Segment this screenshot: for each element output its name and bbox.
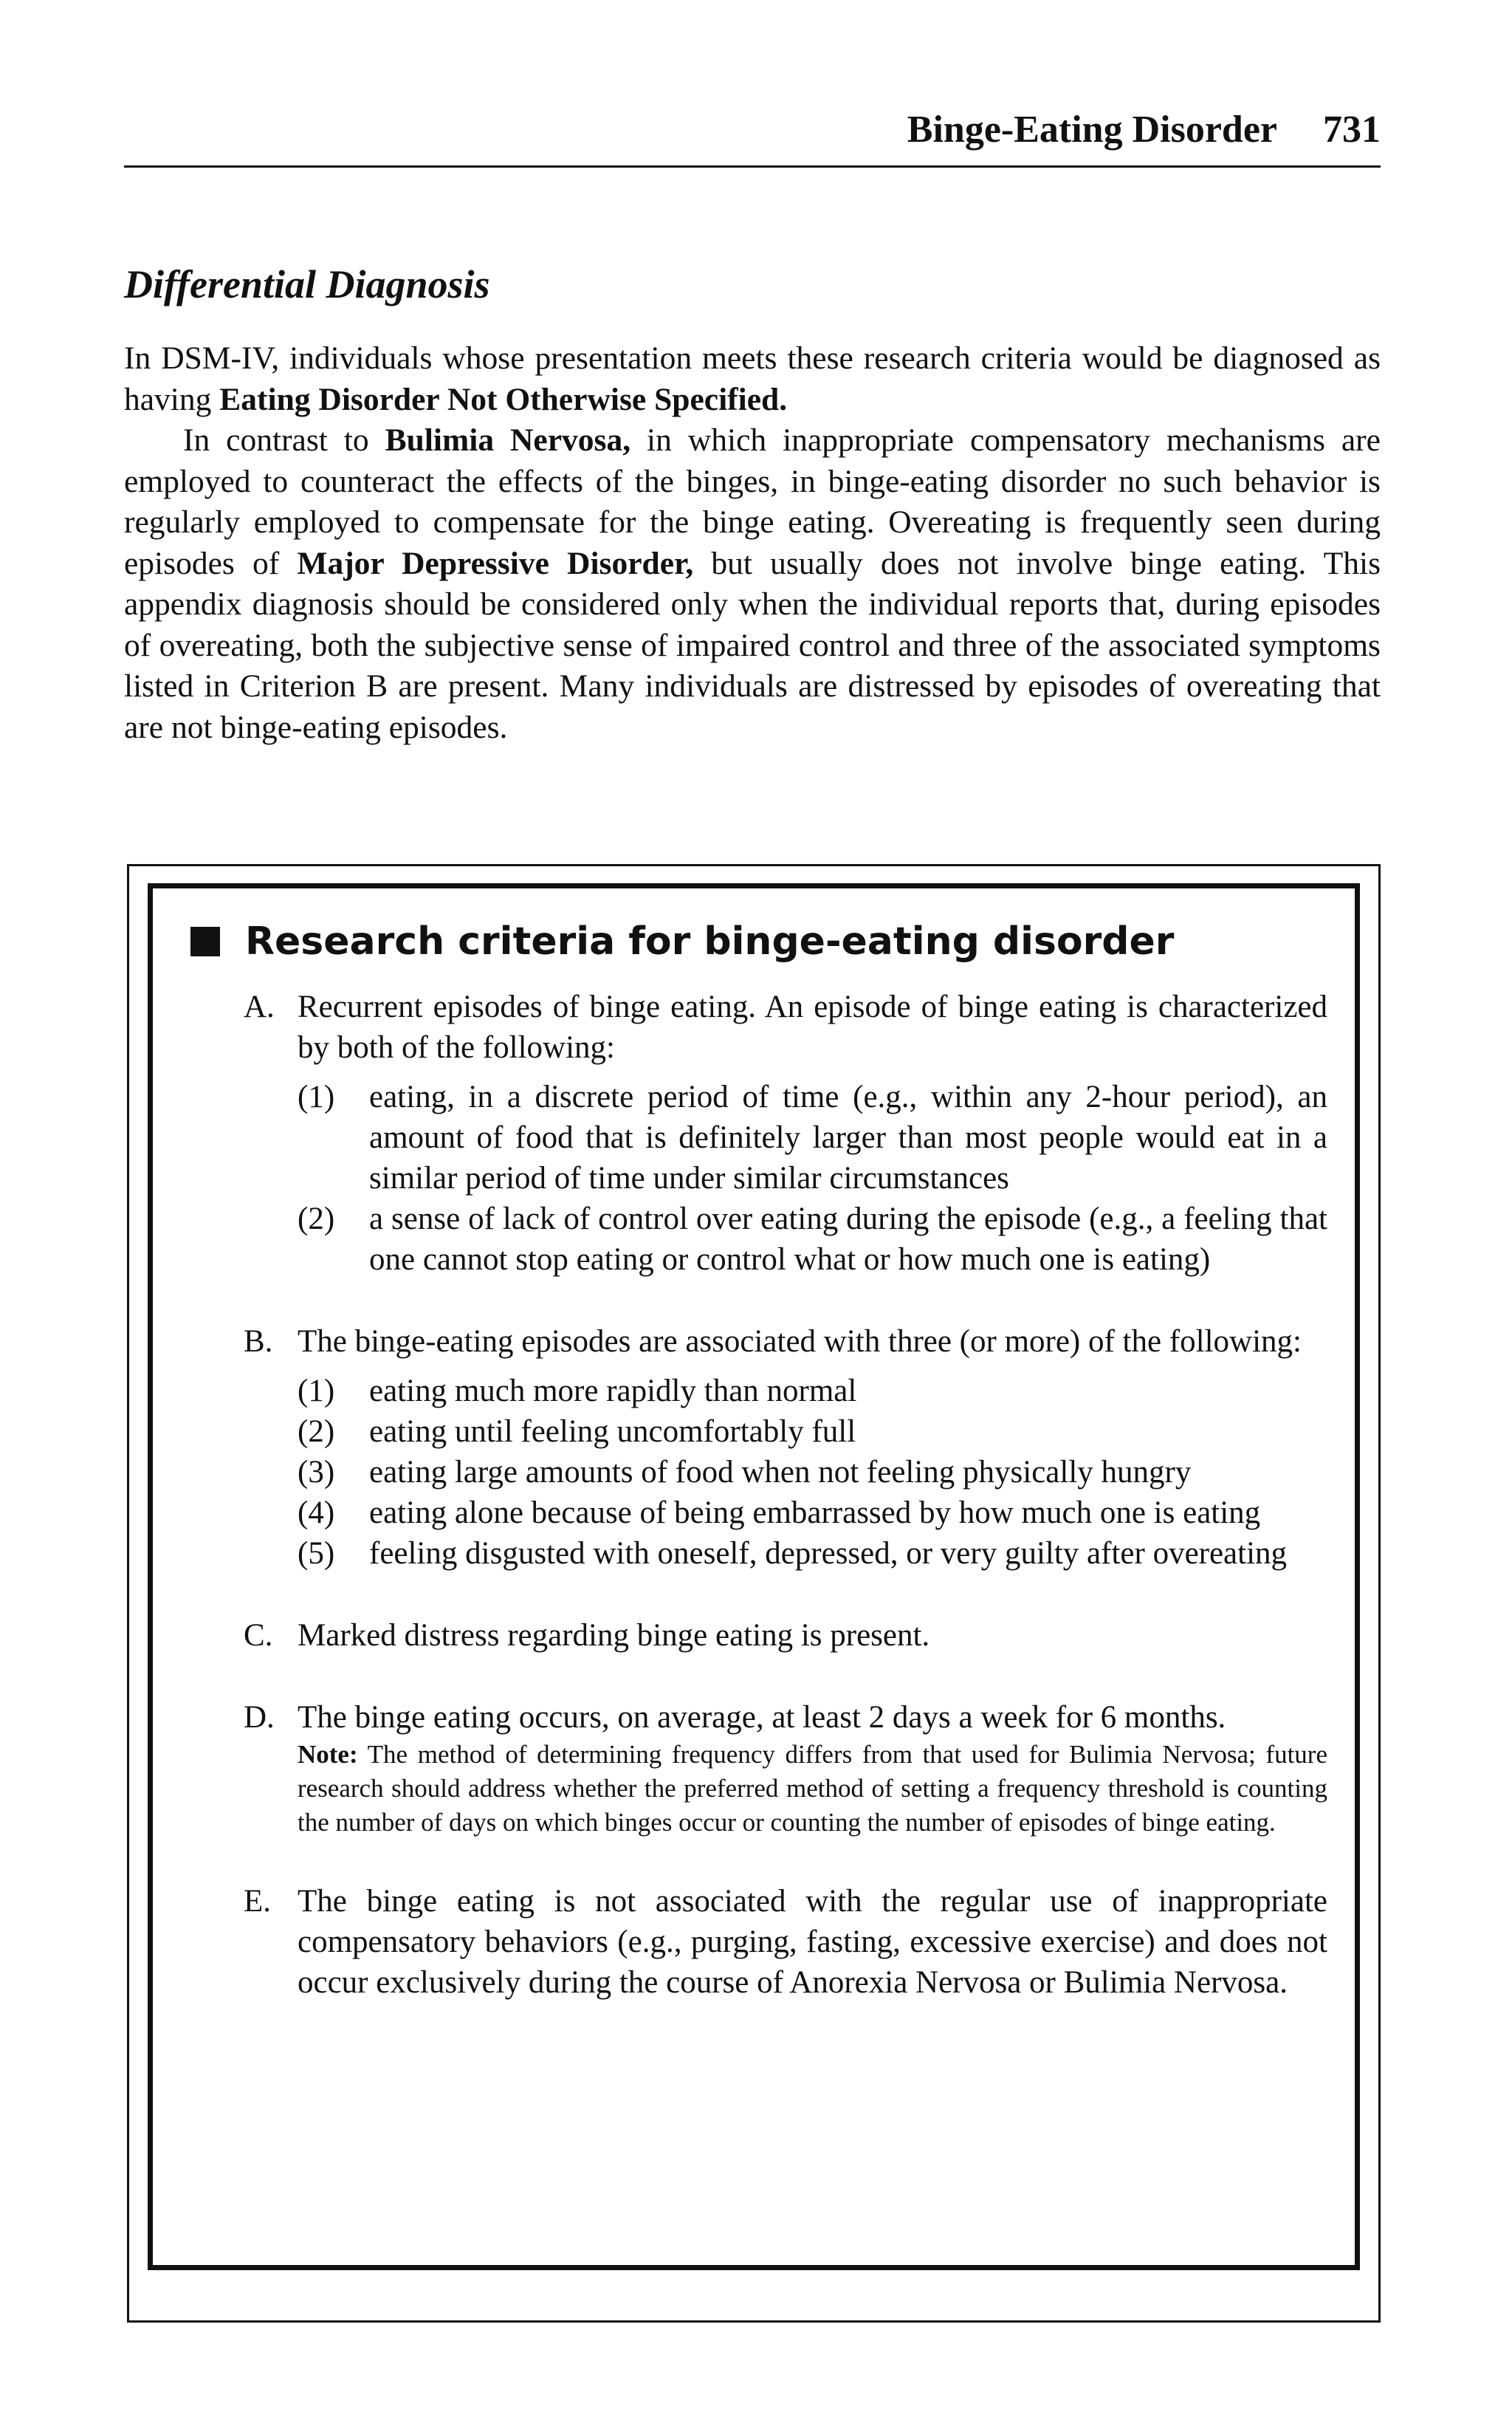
mdd-term: Major Depressive Disorder, xyxy=(297,545,694,581)
page-number: 731 xyxy=(1323,109,1381,151)
square-bullet-icon xyxy=(190,927,220,956)
item-number: (2) xyxy=(298,1202,335,1236)
item-number: (2) xyxy=(298,1414,335,1449)
item-number: (1) xyxy=(298,1080,335,1114)
criterion-letter: E. xyxy=(244,1884,272,1919)
running-header xyxy=(124,111,1381,149)
item-number: (5) xyxy=(298,1536,335,1571)
criterion-letter: C. xyxy=(244,1618,273,1653)
paragraph-1-bold: Eating Disorder Not Otherwise Specified. xyxy=(219,381,788,417)
criterion-letter: B. xyxy=(244,1324,273,1359)
bulimia-term: Bulimia Nervosa, xyxy=(385,422,631,458)
criterion-letter: D. xyxy=(244,1700,275,1735)
item-number: (1) xyxy=(298,1374,335,1408)
paragraph-2 xyxy=(124,420,1381,748)
criterion-c xyxy=(244,1615,1327,1656)
criteria-list xyxy=(244,987,1327,2003)
criterion-letter: A. xyxy=(244,990,275,1024)
item-text: feeling disgusted with oneself, depressed, or very guilty after overeating xyxy=(369,1536,1288,1571)
criterion-text: The binge eating occurs, on average, at least 2 days a week for 6 months. xyxy=(298,1700,1226,1735)
item-text: a sense of lack of control over eating during the episode (e.g., a feeling that one cannot stop eating or control what or how much one is eating) xyxy=(369,1202,1327,1277)
criterion-text: Marked distress regarding binge eating is present. xyxy=(298,1618,930,1653)
item-text: eating until feeling uncomfortably full xyxy=(369,1414,856,1449)
note-label: Note: xyxy=(298,1740,358,1769)
criterion-text: Recurrent episodes of binge eating. An episode of binge eating is characterized by both of the following: xyxy=(298,990,1327,1065)
list-item xyxy=(298,1493,1327,1533)
section-heading: Differential Diagnosis xyxy=(124,262,490,306)
paragraph-1-text: In DSM-IV, individuals whose presentation meets these research criteria would be diagnosed as having xyxy=(124,340,1381,417)
list-item xyxy=(298,1199,1327,1280)
criteria-box-title xyxy=(190,912,1174,971)
paragraph-2-text-1: In contrast to xyxy=(183,422,385,458)
criterion-note xyxy=(298,1738,1327,1840)
item-text: eating large amounts of food when not feeling physically hungry xyxy=(369,1455,1192,1490)
list-item xyxy=(298,1452,1327,1493)
header-rule xyxy=(124,165,1381,168)
criterion-text: The binge eating is not associated with the regular use of inappropriate compensatory behaviors (e.g., purging, fasting, excessive exercise) and does not occur exclusively during the course of Anorexia Nervosa or Bulimia Nervosa. xyxy=(298,1884,1327,2000)
list-item xyxy=(298,1371,1327,1411)
paragraph-1 xyxy=(124,338,1381,420)
item-number: (4) xyxy=(298,1495,335,1530)
note-text: The method of determining frequency differs from that used for Bulimia Nervosa; future research should address whether the preferred method of setting a frequency threshold is counting the number of days on which binges occur or counting the number of episodes of binge eating. xyxy=(298,1740,1327,1837)
list-item xyxy=(298,1533,1327,1574)
criterion-e xyxy=(244,1881,1327,2003)
running-title: Binge-Eating Disorder xyxy=(907,109,1277,151)
item-text: eating much more rapidly than normal xyxy=(369,1374,857,1408)
paragraph-2-text-2: in which inappropriate compensatory mechanisms are employed to counteract the effects of the binges, in binge-eating disorder no such behavior is regularly employed to compensate for the binge eating. Overeating is frequently seen during episodes of xyxy=(124,422,1381,581)
item-number: (3) xyxy=(298,1455,335,1490)
paragraph-2-text-3: but usually does not involve binge eating. This appendix diagnosis should be considered only when the individual reports that, during episodes of overeating, both the subjective sense of impaired control and three of the associated symptoms listed in Criterion B are present. Many individuals are distressed by episodes of overeating that are not binge-eating episodes. xyxy=(124,545,1381,745)
criterion-b xyxy=(244,1321,1327,1574)
body-text xyxy=(124,338,1381,748)
criterion-a xyxy=(244,987,1327,1280)
item-text: eating, in a discrete period of time (e.g., within any 2-hour period), an amount of food that is definitely larger than most people would eat in a similar period of time under similar circumstances xyxy=(369,1080,1327,1196)
list-item xyxy=(298,1077,1327,1199)
criterion-d xyxy=(244,1697,1327,1840)
list-item xyxy=(298,1411,1327,1452)
criterion-text: The binge-eating episodes are associated with three (or more) of the following: xyxy=(298,1324,1302,1359)
criteria-title-text: Research criteria for binge-eating disorder xyxy=(245,919,1175,964)
item-text: eating alone because of being embarrassed by how much one is eating xyxy=(369,1495,1261,1530)
